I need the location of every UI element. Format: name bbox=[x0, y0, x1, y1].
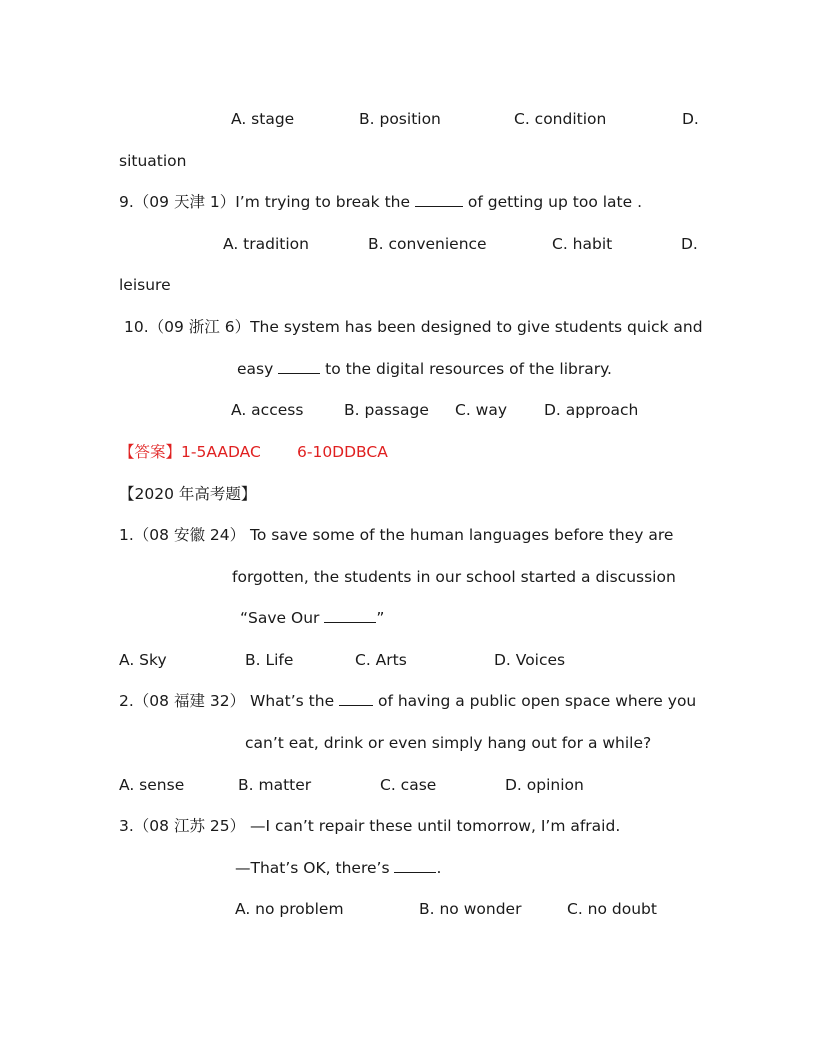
s1-option-b: B. Life bbox=[245, 651, 294, 669]
q10-stem-prefix: easy bbox=[237, 360, 274, 378]
s2-option-b: B. matter bbox=[238, 776, 312, 794]
s2-stem-suffix: of having a public open space where you bbox=[377, 692, 697, 710]
s1-stem-line3 bbox=[240, 608, 384, 628]
s1-stem-suffix: ” bbox=[376, 609, 385, 627]
s3-option-c: C. no doubt bbox=[567, 900, 657, 918]
s3-option-b: B. no wonder bbox=[419, 900, 522, 918]
q10-stem-suffix: to the digital resources of the library. bbox=[325, 360, 612, 378]
s1-stem-prefix: “Save Our bbox=[240, 609, 320, 627]
q9-stem bbox=[119, 192, 642, 212]
s2-option-c: C. case bbox=[380, 776, 437, 794]
s1-option-c: C. Arts bbox=[355, 651, 407, 669]
s3-stem-prefix: —That’s OK, there’s bbox=[235, 859, 390, 877]
s3-stem-line2 bbox=[235, 858, 441, 878]
q10-option-c: C. way bbox=[455, 401, 508, 419]
s1-stem-line2: forgotten, the students in our school started a discussion bbox=[232, 568, 676, 586]
s2-blank bbox=[339, 691, 373, 706]
q10-option-d: D. approach bbox=[544, 401, 639, 419]
q10-option-a: A. access bbox=[231, 401, 304, 419]
s2-stem-line1 bbox=[119, 691, 696, 711]
q9-stem-suffix: of getting up too late . bbox=[467, 193, 643, 211]
q9-stem-prefix: 9.（09 天津 1）I’m trying to break the bbox=[119, 193, 411, 211]
q9-blank bbox=[415, 192, 463, 207]
q10-option-b: B. passage bbox=[344, 401, 429, 419]
answer-key-1-5: 【答案】1-5AADAC bbox=[119, 443, 261, 461]
s1-option-a: A. Sky bbox=[119, 651, 167, 669]
q8-option-b: B. position bbox=[359, 110, 441, 128]
q8-option-d-text: situation bbox=[119, 152, 187, 170]
s3-option-a: A. no problem bbox=[235, 900, 344, 918]
s3-blank bbox=[394, 858, 436, 873]
s2-option-d: D. opinion bbox=[505, 776, 584, 794]
s1-option-d: D. Voices bbox=[494, 651, 566, 669]
q8-option-c: C. condition bbox=[514, 110, 607, 128]
q9-option-c: C. habit bbox=[552, 235, 613, 253]
q9-option-a: A. tradition bbox=[223, 235, 309, 253]
s1-blank bbox=[324, 608, 376, 623]
q10-blank bbox=[278, 359, 320, 374]
q10-stem-line1: 10.（09 浙江 6）The system has been designed to give students quick and bbox=[124, 318, 703, 336]
q8-option-a: A. stage bbox=[231, 110, 295, 128]
s1-stem-line1: 1.（08 安徽 24） To save some of the human languages before they are bbox=[119, 526, 674, 544]
section-title: 【2020 年高考题】 bbox=[119, 485, 257, 503]
q9-option-d: D. bbox=[681, 235, 698, 253]
s2-stem-line2: can’t eat, drink or even simply hang out for a while? bbox=[245, 734, 652, 752]
q10-stem-line2 bbox=[237, 359, 612, 379]
q9-option-b: B. convenience bbox=[368, 235, 487, 253]
s3-stem-line1: 3.（08 江苏 25） —I can’t repair these until tomorrow, I’m afraid. bbox=[119, 817, 621, 835]
s2-stem-prefix: 2.（08 福建 32） What’s the bbox=[119, 692, 335, 710]
s2-option-a: A. sense bbox=[119, 776, 185, 794]
answer-key-6-10: 6-10DDBCA bbox=[297, 443, 388, 461]
q9-option-d-text: leisure bbox=[119, 276, 171, 294]
q8-option-d: D. bbox=[682, 110, 699, 128]
s3-stem-suffix: . bbox=[436, 859, 442, 877]
